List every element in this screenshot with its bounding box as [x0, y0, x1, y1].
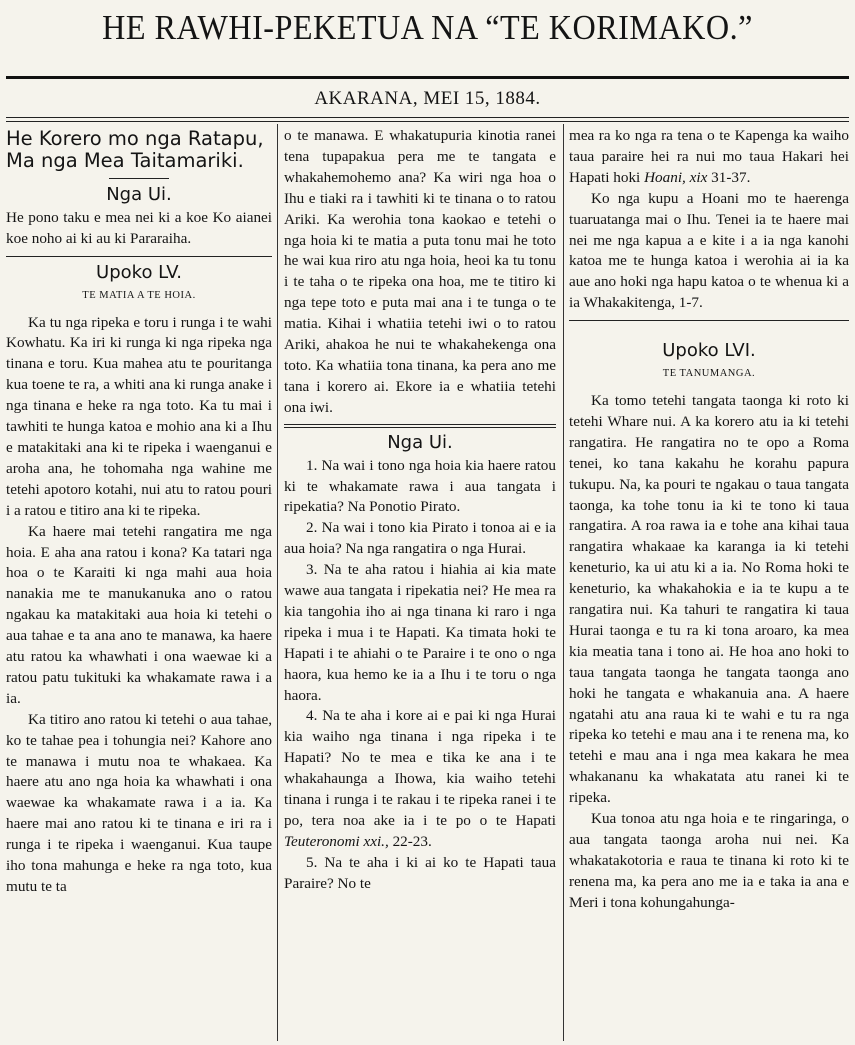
paragraph: Kua tonoa atu nga hoia e te ringaringa, o aua tangata taonga aroha nui nei. Ka whakatakotoria e raua te tinana ki roto ki te renena ma, ka pera ano me ia e taka ia ana e Meri i tona kohungahunga- — [569, 810, 849, 911]
scripture-verses: 31-37. — [711, 168, 751, 186]
dateline: AKARANA, MEI 15, 1884. — [314, 88, 541, 109]
column-divider-1 — [277, 124, 278, 1041]
question: 5. Na te aha i ki ai ko te Hapati taua Paraire? No te — [284, 853, 556, 892]
question: 2. Na wai i tono kia Pirato i tonoa ai e ia aua hoia? Na nga rangatira o nga Hurai. — [284, 519, 556, 558]
masthead-title: HE RAWHI-PEKETUA NA “TE KORIMAKO.” — [102, 8, 753, 47]
nga-ui-heading: Nga Ui. — [106, 184, 172, 205]
scripture-verses: 22-23. — [392, 832, 432, 850]
chapter-heading: Upoko LVI. — [662, 340, 756, 362]
paragraph: Ko nga kupu a Hoani mo te haerenga tuaruatanga mai o Ihu. Tenei ia te haere mai nei me nga kapua a e kite i a ia nga kanohi katoa me te hunga katoa i werohia ai ia ka aue ano hoki nga hapu katoa o te whenua ki a ia Whakakitenga, 1-7. — [569, 189, 849, 312]
scripture-reference: Hoani, xix — [644, 168, 708, 186]
question: 1. Na wai i tono nga hoia kia haere ratou ki te whakamate rawa i aua tangata i ripekatia? Na Ponotio Pirato. — [284, 456, 556, 516]
column-1 — [6, 126, 272, 1041]
paragraph: Ka haere mai tetehi rangatira me nga hoia. E aha ana ratou i kona? Ka tatari nga hoa o te Karaiti ki nga mahi aua hoia nanakia me te manukanuka ano o ratou ngakau ka matakitaki aua hoia ki tetehi o aua tahae e ta ana ano te manawa, ka haere atu ratou ka whawhati i ona waewae ki a ratou patu tukituki ka whakamate rawa i a ia. — [6, 522, 272, 707]
section-rule — [569, 320, 849, 321]
short-rule — [109, 178, 169, 179]
section-rule — [6, 256, 272, 257]
column-divider-2 — [563, 124, 564, 1041]
nga-ui-heading: Nga Ui. — [387, 431, 453, 453]
chapter-subheading: TE MATIA A TE HOIA. — [82, 289, 196, 301]
paragraph: o te manawa. E whakatupuria kinotia ranei tena tupapakua pera me te tangata e whakahemohemo ana? Ka wiri nga hoa o Ihu e tiaki ra i tawhiti ki te tinana o to ratou Ariki. Ka werohia tona kaokao e tetehi o nga hoia ki te matia a puta tonu mai he toto he wai kua riro atu nga hoia, heoi ka tu tonu i te taha o te ripeka ona hoa, me te titiro ki nga tepe toto e puta mai ana i te tunga o te matia. Kihai i whatiia tetehi iwi o to ratou Ariki, ahakoa he nui te whakahekenga ona toto. Ka whatiia tona tinana, ka pera ano me tana i korero ai. Ekore ia e whatiia tetehi ona iwi. — [284, 127, 556, 416]
paragraph-text: mea ra ko nga ra tena o te Kapenga ka waiho taua paraire hei ra nui mo taua Hakari hei Hapati hoki — [569, 127, 849, 186]
chapter-heading: Upoko LV. — [96, 261, 182, 283]
question: 3. Na te aha ratou i hiahia ai kia mate wawe aua tangata i ripekatia nei? He mea ra kia tangohia iho ai nga tinana ki raro i nga ripeka i mua i te Hapati. Ka timata hoki te Hapati i te ahiahi o te Paraire i te ono o nga haora, kua hemo ke ia a Ihu i te toru o nga haora. — [284, 561, 556, 704]
column-3 — [569, 126, 849, 1041]
question — [284, 706, 556, 852]
dateline-rule — [6, 117, 849, 118]
paragraph: Ka tu nga ripeka e toru i runga i te wahi Kowhatu. Ka iri ki runga ki nga ripeka nga tinana e toru. Kua mahea atu te pouritanga kua toene te ra, a whiti ana ki runga anake i nga tinana e heke ra nga toto. Ka tu mai i tawhiti te hunga katoa e mohio ana ki a Ihu e matakitaki ana ki te ripeka i waenganui e aroha ana, he tohomaha nga wahine me tetehi apotoro kotahi, nui atu to ratou pouri i a ratou e titiro ana ki te ripeka. — [6, 313, 272, 519]
chapter-subheading: TE TANUMANGA. — [662, 368, 756, 380]
nga-ui-text: He pono taku e mea nei ki a koe Ko aianei koe noho ai ki au ki Pararaiha. — [6, 208, 272, 247]
paragraph: Ka tomo tetehi tangata taonga ki roto ki tetehi Whare nui. A ka korero atu ia ki tetehi rangatira. He rangatira no te opo a Roma tenei, ko tana kakahu he korahu papura tukupu. Na, ka pouri te ngakau o taua tangata taonga, ka tohe tonu ia ki te tono ki taua rangatira. A roa rawa ia e tohe ana kihai taua rangatira whakaae ka karanga ia ki tetehi keneturio, ka ui atu ki a ia. No Roma hoki te keneturio, ka whakahokia e ia te kupu a te rangatira nui. Ka tahuri te rangatira ki taua Hurai taonga e tu ra ki tona aroaro, ka mea kia meatia tana i tono ai. He hoa ano hoki to taua tangata taonga he tangata taonga ano hoki he tangata e whakanuia ana. A haere ngatahi atu ana raua ki te wahi e tu ra nga ripeka ko tetehi e mau ana i te renena ma, ko tetehi e mau ana i nga mea kakara he mea whakananu ka whakatata atu ranei ki te ripeka. — [569, 391, 849, 807]
column-2 — [284, 126, 556, 1041]
scripture-reference: Teuteronomi xxi., — [284, 832, 389, 850]
paragraph — [569, 126, 849, 189]
section-title: He Korero mo nga Ratapu, Ma nga Mea Taitamariki. — [6, 127, 264, 172]
question-text: 4. Na te aha i kore ai e pai ki nga Hurai kia waiho nga tinana i nga ripeka i te Hapati? No te mea e tika ke ana i te whakahaunga a Ihowa, kia waiho tetehi tinana i runga i te rakau i te ripeka ranei i te po, tera noa ake ia i te po o te Hapati — [284, 707, 556, 829]
double-rule — [284, 424, 556, 428]
masthead-rule — [6, 76, 849, 79]
paragraph: Ka titiro ano ratou ki tetehi o aua tahae, ko te tahae pea i tohungia nei? Kahore ano te manawa i mutu noa te whakaea. Ka haere atu ano nga hoia ka whawhati i ona waewae ka whakamate rawa i a ia. Ka haere mai ano ratou ki te tinana e iri ra i runga i te ripeka i waenganui. Kua taupe iho tona mahunga e heke ra nga toto, kua mutu te ta — [6, 710, 272, 895]
dateline-rule-lower — [6, 121, 849, 122]
